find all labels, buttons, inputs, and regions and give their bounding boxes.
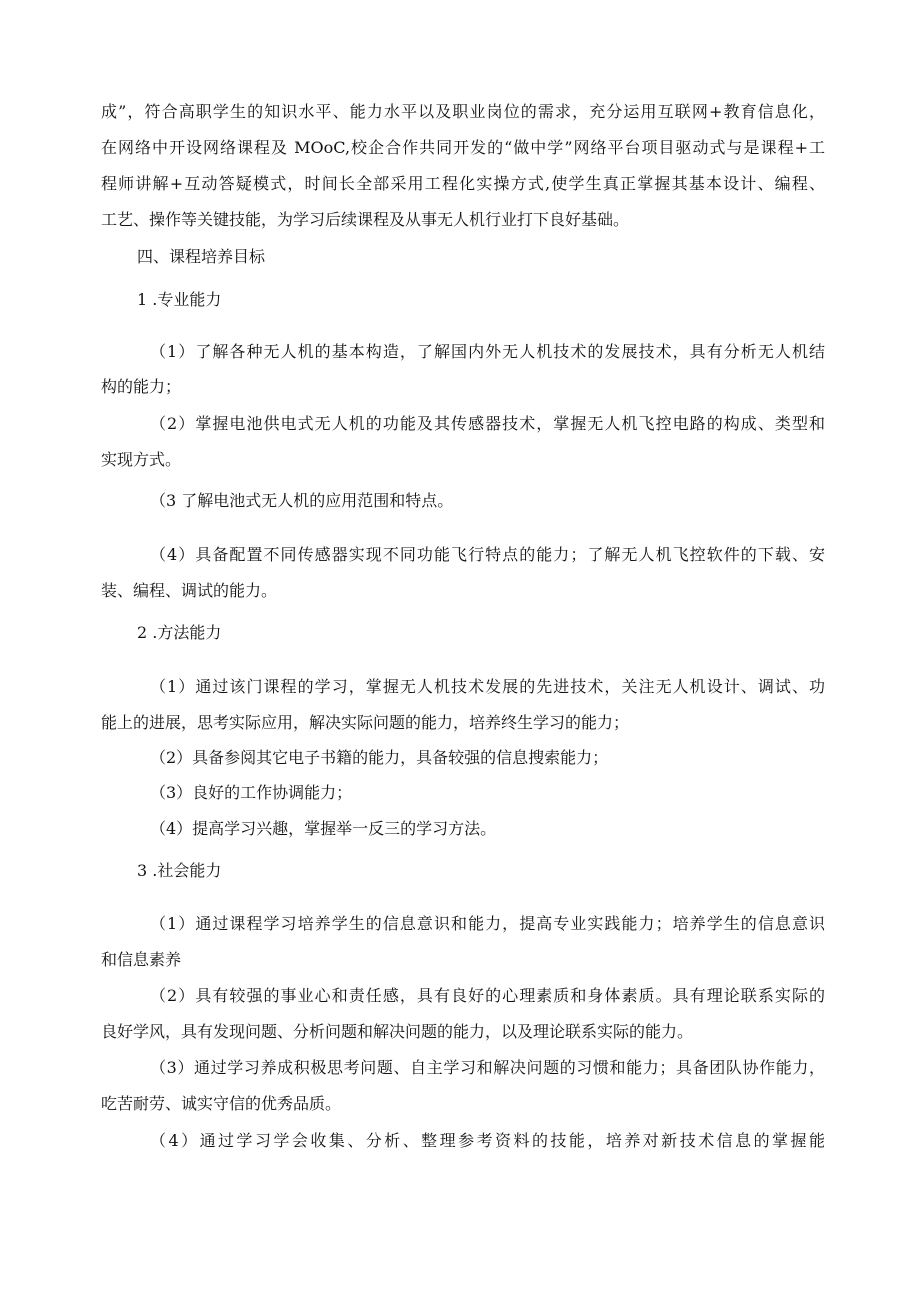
social-item-3-line-1: （3）通过学习养成积极思考问题、自主学习和解决问题的习惯和能力；具备团队协作能力， [150, 1058, 825, 1077]
professional-ability-title: 1 .专业能力 [137, 290, 222, 309]
intro-line-3: 程师讲解+互动答疑模式，时间长全部采用工程化实操方式,使学生真正掌握其基本设计、编程、 [101, 174, 825, 193]
professional-item-4-line-1: （4）具备配置不同传感器实现不同功能飞行特点的能力；了解无人机飞控软件的下载、安 [150, 545, 825, 564]
method-item-4: （4）提高学习兴趣，掌握举一反三的学习方法。 [150, 819, 497, 838]
method-item-1-line-2: 能上的进展，思考实际应用，解决实际问题的能力，培养终生学习的能力； [101, 713, 630, 732]
method-item-1-line-1: （1）通过该门课程的学习，掌握无人机技术发展的先进技术，关注无人机设计、调试、功 [150, 677, 825, 696]
professional-item-4-line-2: 装、编程、调试的能力。 [101, 581, 278, 600]
social-ability-title: 3 .社会能力 [137, 861, 222, 880]
professional-item-2-line-1: （2）掌握电池供电式无人机的功能及其传感器技术，掌握无人机飞控电路的构成、类型和 [150, 414, 825, 433]
professional-item-3: （3 了解电池式无人机的应用范围和特点。 [150, 491, 454, 510]
professional-item-1-line-1: （1）了解各种无人机的基本构造，了解国内外无人机技术的发展技术，具有分析无人机结 [150, 342, 825, 361]
professional-item-2-line-2: 实现方式。 [101, 450, 182, 469]
intro-line-1: 成”，符合高职学生的知识水平、能力水平以及职业岗位的需求，充分运用互联网+教育信息化， [101, 102, 825, 121]
social-item-1-line-2: 和信息素养 [101, 950, 182, 969]
method-ability-title: 2 .方法能力 [137, 623, 222, 642]
intro-line-4: 工艺、操作等关键技能，为学习后续课程及从事无人机行业打下良好基础。 [101, 210, 630, 229]
social-item-2-line-1: （2）具有较强的事业心和责任感，具有良好的心理素质和身体素质。具有理论联系实际的 [150, 986, 825, 1005]
intro-line-2: 在网络中开设网络课程及 MOoC,校企合作共同开发的“做中学”网络平台项目驱动式与是课程+工 [101, 138, 825, 157]
professional-item-1-line-2: 构的能力； [101, 377, 182, 396]
method-item-3: （3）良好的工作协调能力； [150, 783, 353, 802]
method-item-2: （2）具备参阅其它电子书籍的能力，具备较强的信息搜索能力； [150, 748, 609, 767]
section-title: 四、课程培养目标 [137, 247, 266, 266]
social-item-4-line-1: （4）通过学习学会收集、分析、整理参考资料的技能，培养对新技术信息的掌握能 [150, 1131, 825, 1150]
social-item-1-line-1: （1）通过课程学习培养学生的信息意识和能力，提高专业实践能力；培养学生的信息意识 [150, 914, 825, 933]
social-item-3-line-2: 吃苦耐劳、诚实守信的优秀品质。 [101, 1094, 342, 1113]
social-item-2-line-2: 良好学风，具有发现问题、分析问题和解决问题的能力，以及理论联系实际的能力。 [101, 1022, 694, 1041]
